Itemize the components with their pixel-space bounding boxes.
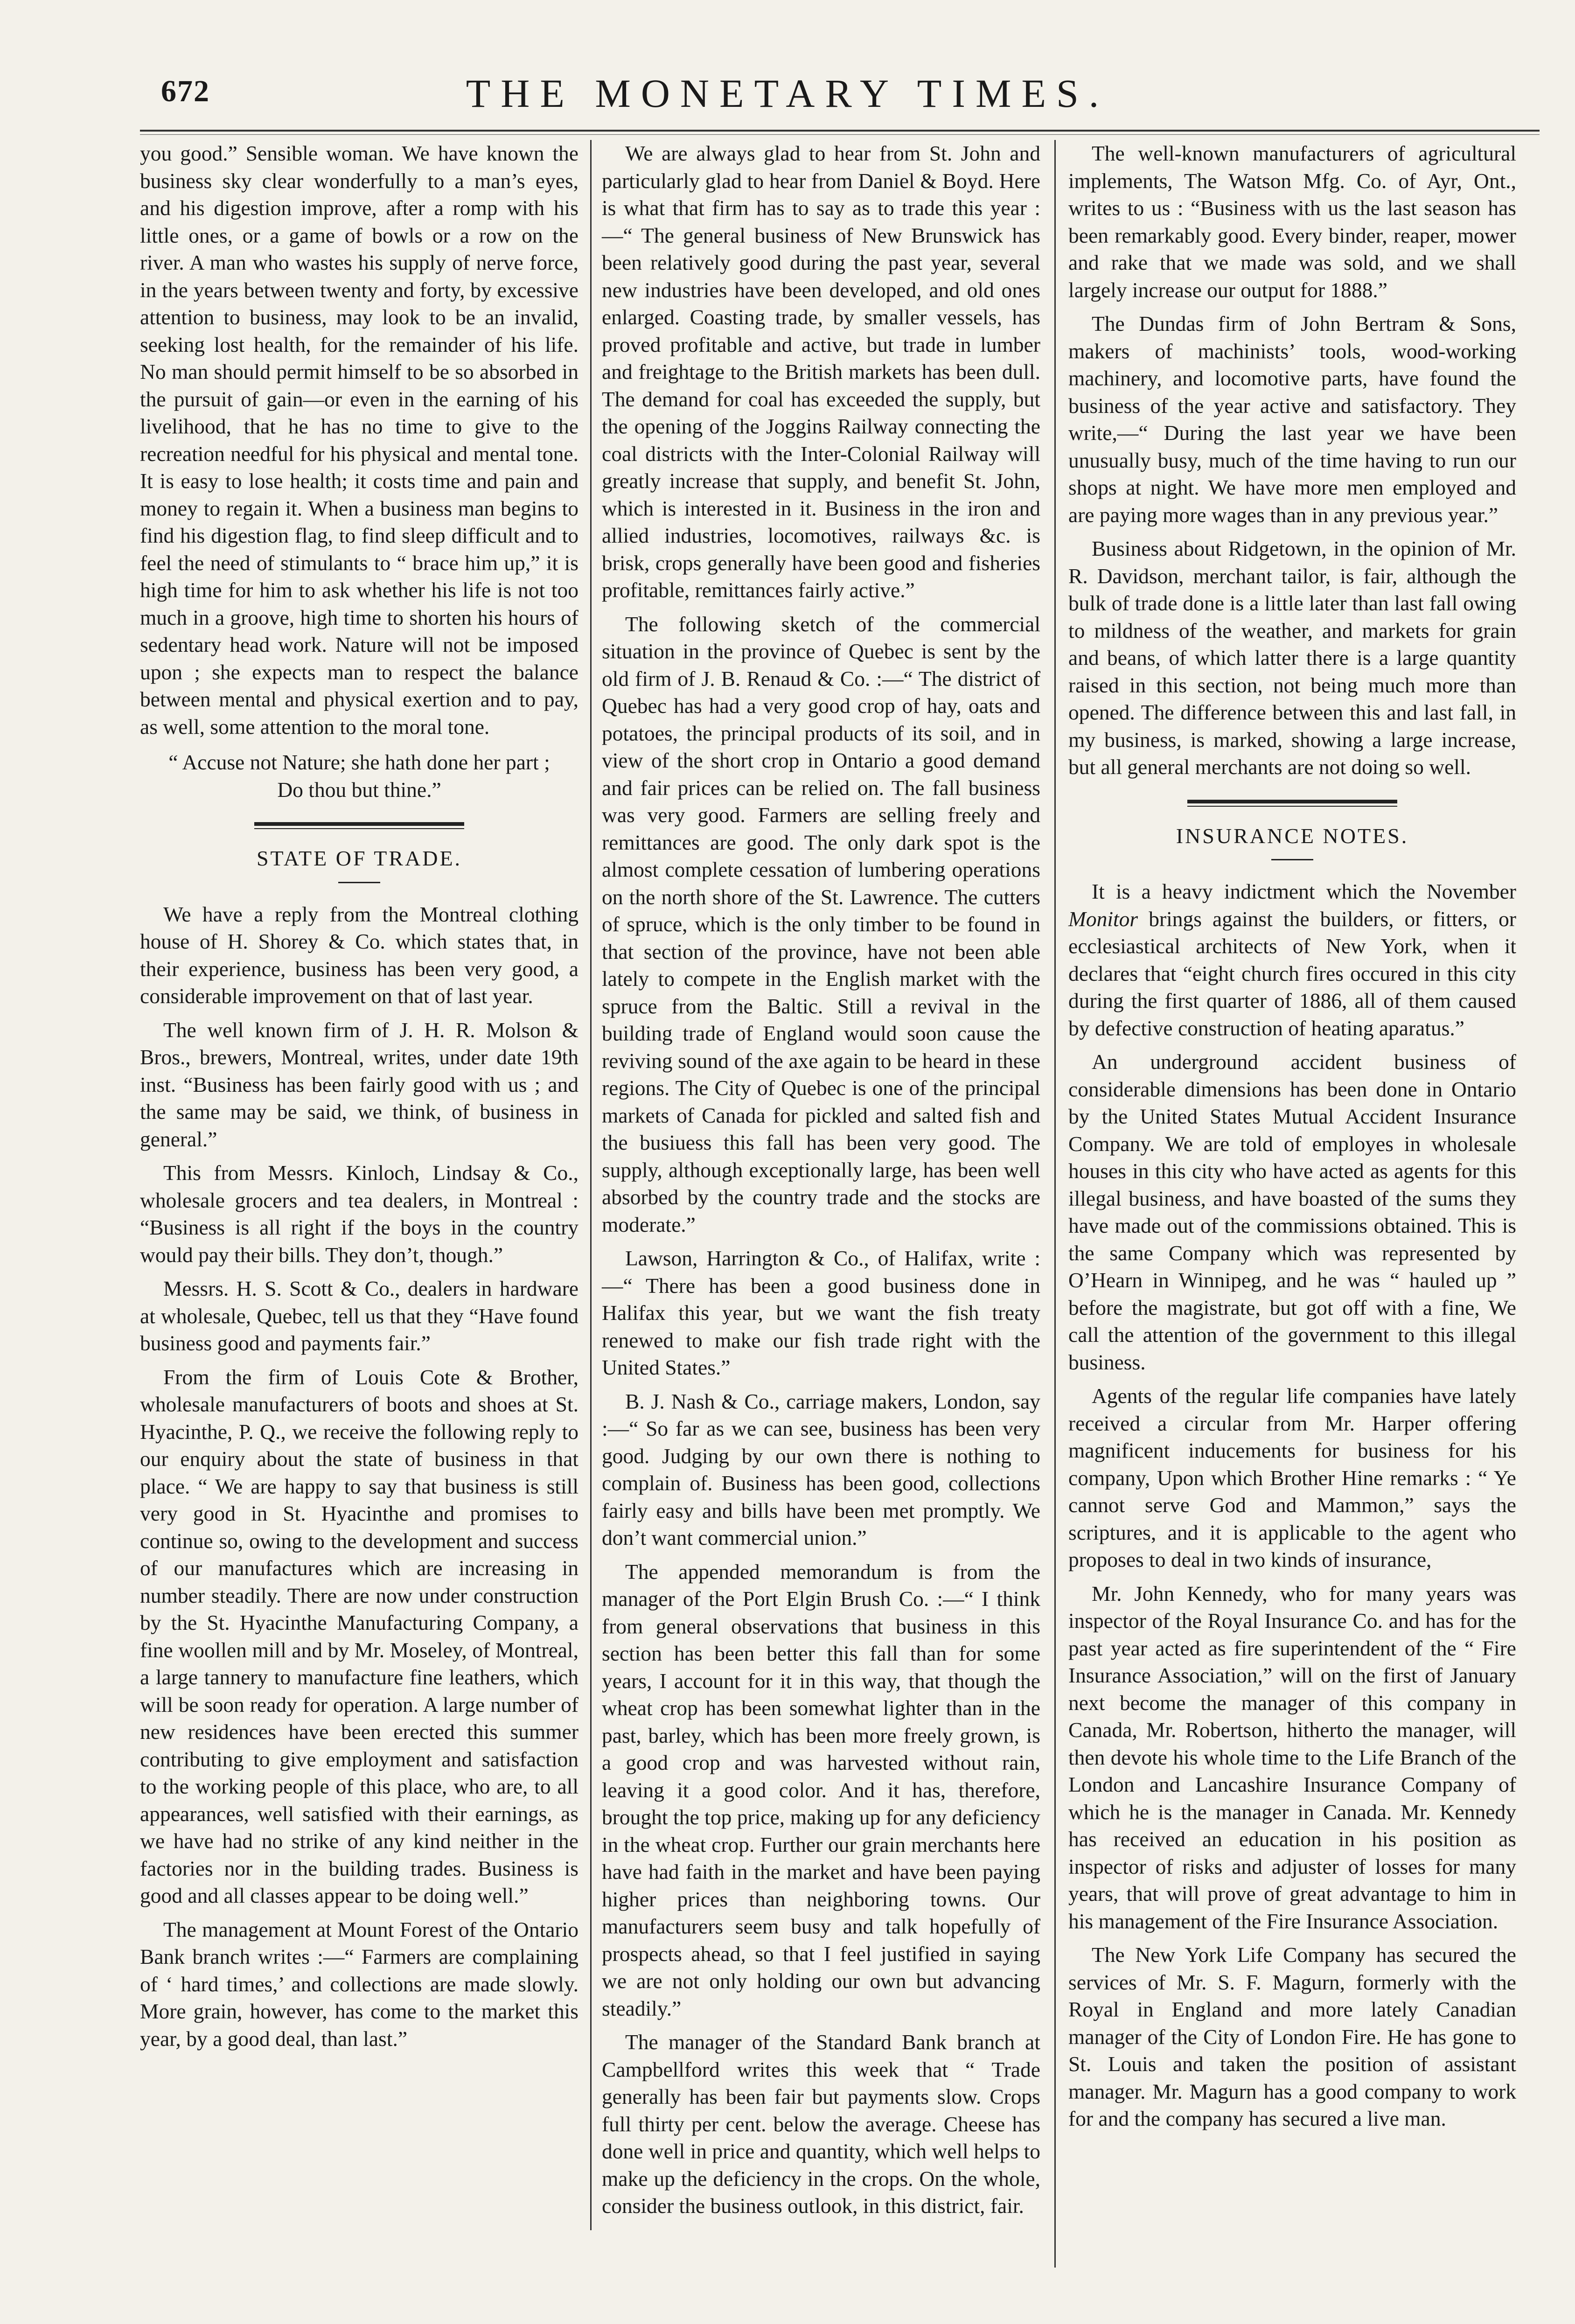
paragraph-text: brings against the builders, or fitters, or ecclesiastical architects of New York, when it declares that “eight church fires occured in this city during the first quarter of 1886, all of them caused by defective construction of heating aparatus.” (1068, 907, 1516, 1040)
paragraph: The appended memorandum is from the manager of the Port Elgin Brush Co. :—“ I think from general observations that business in this section has been better this fall than for some years, I account for it in this way, that though the wheat crop has been somewhat lighter than in the past, barley, which has been more freely grown, is a good crop and was harvested without rain, leaving it a good color. And it has, therefore, brought the top price, making up for any deficiency in the wheat crop. Further our grain merchants here have had faith in the market and have been paying higher prices than neighboring towns. Our manufacturers seem busy and talk hopefully of prospects ahead, so that I feel justified in saying we are not only holding our own but advancing steadily.” (602, 1559, 1040, 2020)
paragraph: We have a reply from the Montreal clothing house of H. Shorey & Co. which states that, in their experience, business has been very good, a considerable improvement on that of last year. (140, 902, 578, 1008)
paragraph (1068, 878, 1516, 1042)
page-number: 672 (161, 74, 210, 108)
page-header (0, 0, 1575, 121)
paragraph: The manager of the Standard Bank branch at Campbellford writes this week that “ Trade generally has been fair but payments slow. Crops full thirty per cent. below the average. Cheese has done well in price and quantity, which well helps to make up the deficiency in the crops. On the whole, consider the business outlook, in this district, fair. (602, 2030, 1040, 2218)
column-divider (1054, 140, 1056, 2268)
heading-rule (338, 882, 380, 883)
column-2 (602, 140, 1040, 2226)
paragraph: Business about Ridgetown, in the opinion of Mr. R. Davidson, merchant tailor, is fair, although the bulk of trade done is a little later than last fall owing to mildness of the weather, and markets for grain and beans, of which latter there is a large quantity raised in this section, not being much more than opened. The difference between this and last fall, in my business, is marked, showing a large increase, but all general merchants are not doing so well. (1068, 537, 1516, 779)
paragraph: An underground accident business of considerable dimensions has been done in Ontario by the United States Mutual Accident Insurance Company. We are told of employes in wholesale houses in this city who have acted as agents for this illegal business, and have boasted of the sums they have made out of the commissions obtained. This is the same Company which was represented by O’Hearn in Winnipeg, and he was “ hauled up ” before the magistrate, but got off with a fine, We call the attention of the government to this illegal business. (1068, 1050, 1516, 1374)
paragraph: Lawson, Harrington & Co., of Halifax, write :—“ There has been a good business done in Halifax this year, but we want the fish treaty renewed to make our fish trade right with the United States.” (602, 1246, 1040, 1379)
paragraph: The following sketch of the commercial situation in the province of Quebec is sent by the old firm of J. B. Renaud & Co. :—“ The district of Quebec has had a very good crop of hay, oats and potatoes, the principal products of its soil, and in view of the short crop in Ontario a good demand and fair prices can be relied on. The fall business was very good. Farmers are selling freely and remittances are good. The only dark spot is the almost complete cessation of lumbering operations on the north shore of the St. Lawrence. The cutters of spruce, which is the only timber to be found in that section of the province, have not been able lately to compete in the English market with the spruce from the Baltic. Still a revival in the building trade of England would soon cause the reviving sound of the axe again to be heard in these regions. The City of Quebec is one of the principal markets of Canada for pickled and salted fish and the busiuess this fall has been very good. The supply, although exceptionally large, has been well absorbed by the country trade and the stocks are moderate.” (602, 612, 1040, 1236)
paragraph: We are always glad to hear from St. John and particularly glad to hear from Daniel & Boyd. Here is what that firm has to say as to trade this year :—“ The general business of New Brunswick has been relatively good during the past year, several new industries have been developed, and old ones enlarged. Coasting trade, by smaller vessels, has proved profitable and active, but trade in lumber and freightage to the British markets has been dull. The demand for coal has exceeded the supply, but the opening of the Joggins Railway connecting the coal districts with the Inter-Colonial Railway will greatly increase that supply, and benefit St. John, which is interested in it. Business in the iron and allied industries, locomotives, railways &c. is brisk, crops generally have been good and fisheries profitable, remittances fairly active.” (602, 141, 1040, 602)
header-rule (140, 130, 1540, 135)
column-1 (140, 140, 578, 2059)
column-3 (1068, 140, 1516, 2139)
section-heading-insurance-notes: INSURANCE NOTES. (1176, 824, 1409, 848)
paragraph: The Dundas firm of John Bertram & Sons, makers of machinists’ tools, wood-working machinery, and locomotive parts, have found the business of the year active and satisfactory. They write,—“ During the last year we have been unusually busy, much of the time having to run our shops at night. We have more men employed and are paying more wages than in any previous year.” (1068, 312, 1516, 527)
heading-rule (1271, 859, 1313, 860)
publication-name: Monitor (1068, 907, 1138, 931)
paragraph: The New York Life Company has secured the services of Mr. S. F. Magurn, formerly with the Royal in England and more lately Canadian manager of the City of London Fire. He has gone to St. Louis and taken the position of assistant manager. Mr. Magurn has a good company to work for and the company has secured a live man. (1068, 1943, 1516, 2130)
section-divider (254, 822, 464, 829)
paragraph: B. J. Nash & Co., carriage makers, London, say :—“ So far as we can see, business has been very good. Judging by our own there is nothing to complain of. Business has been good, collections fairly easy and bills have been met promptly. We don’t want commercial union.” (602, 1389, 1040, 1549)
paragraph: Messrs. H. S. Scott & Co., dealers in hardware at wholesale, Quebec, tell us that they “Have found business good and payments fair.” (140, 1277, 578, 1355)
paragraph: The management at Mount Forest of the Ontario Bank branch writes :—“ Farmers are complaining of ‘ hard times,’ and collections are made slowly. More grain, however, has come to the market this year, by a good deal, than last.” (140, 1917, 578, 2051)
paragraph: This from Messrs. Kinloch, Lindsay & Co., wholesale grocers and tea dealers, in Montreal : “Business is all right if the boys in the country would pay their bills. They don’t, though.” (140, 1161, 578, 1267)
paragraph-text: It is a heavy indictment which the November (1092, 879, 1516, 903)
newspaper-title: THE MONETARY TIMES. (466, 71, 1109, 116)
verse-quote (140, 749, 578, 803)
paragraph: The well-known manufacturers of agricultural implements, The Watson Mfg. Co. of Ayr, Ont., writes to us : “Business with us the last season has been remarkably good. Every binder, reaper, mower and rake that we made was sold, and we shall largely increase our output for 1888.” (1068, 141, 1516, 302)
section-divider (1187, 800, 1397, 807)
section-heading-state-of-trade: STATE OF TRADE. (256, 846, 462, 870)
paragraph: Mr. John Kennedy, who for many years was inspector of the Royal Insurance Co. and has for the past year acted as fire superintendent of the “ Fire Insurance Association,” will on the first of January next become the manager of this company in Canada, Mr. Robertson, hitherto the manager, will then devote his whole time to the Life Branch of the London and Lancashire Insurance Company of which he is the manager in Canada. Mr. Kennedy has received an education in his position as inspector of risks and adjuster of losses for many years, that will prove of great advantage to him in his management of the Fire Insurance Association. (1068, 1581, 1516, 1933)
column-divider (590, 140, 592, 2230)
paragraph: you good.” Sensible woman. We have known the business sky clear wonderfully to a man’s eyes, and his digestion improve, after a romp with his little ones, or a game of bowls or a row on the river. A man who wastes his supply of nerve force, in the years between twenty and forty, by excessive attention to business, may look to be an invalid, seeking lost health, for the remainder of his life. No man should permit himself to be so absorbed in the pursuit of gain—or even in the earning of his livelihood, that he has no time to give to the recreation needful for his physical and mental tone. It is easy to lose health; it costs time and pain and money to regain it. When a business man begins to find his digestion flag, to find sleep difficult and to feel the need of stimulants to “ brace him up,” it is high time for him to ask whether his life is not too much in a groove, high time to shorten his hours of sedentary head work. Nature will not be imposed upon ; she expects man to respect the balance between mental and physical exertion and to pay, as well, some attention to the moral tone. (140, 141, 578, 739)
paragraph: Agents of the regular life companies have lately received a circular from Mr. Harper offering magnificent inducements for business for his company, Upon which Brother Hine remarks : “ Ye cannot serve God and Mammon,” says the scriptures, and it is applicable to the agent who proposes to deal in two kinds of insurance, (1068, 1384, 1516, 1571)
paragraph: From the firm of Louis Cote & Brother, wholesale manufacturers of boots and shoes at St. Hyacinthe, P. Q., we receive the following reply to our enquiry about the state of business in that place. “ We are happy to say that business is still very good in St. Hyacinthe and promises to continue so, owing to the development and success of our manufactures which are increasing in number steadily. There are now under construction by the St. Hyacinthe Manufacturing Company, a fine woollen mill and by Mr. Moseley, of Montreal, a large tannery to manufacture fine leathers, which will be soon ready for operation. A large number of new residences have been erected this summer contributing to give employment and satisfaction to the working people of this place, who are, to all appearances, well satisfied with their earnings, as we have had no strike of any kind neither in the factories nor in the building trades. Business is good and all classes appear to be doing well.” (140, 1365, 578, 1907)
paragraph: The well known firm of J. H. R. Molson & Bros., brewers, Montreal, writes, under date 19th inst. “Business has been fairly good with us ; and the same may be said, we think, of business in general.” (140, 1018, 578, 1151)
quote-line: Do thou but thine.” (277, 777, 441, 802)
quote-line: “ Accuse not Nature; she hath done her part ; (168, 750, 550, 774)
